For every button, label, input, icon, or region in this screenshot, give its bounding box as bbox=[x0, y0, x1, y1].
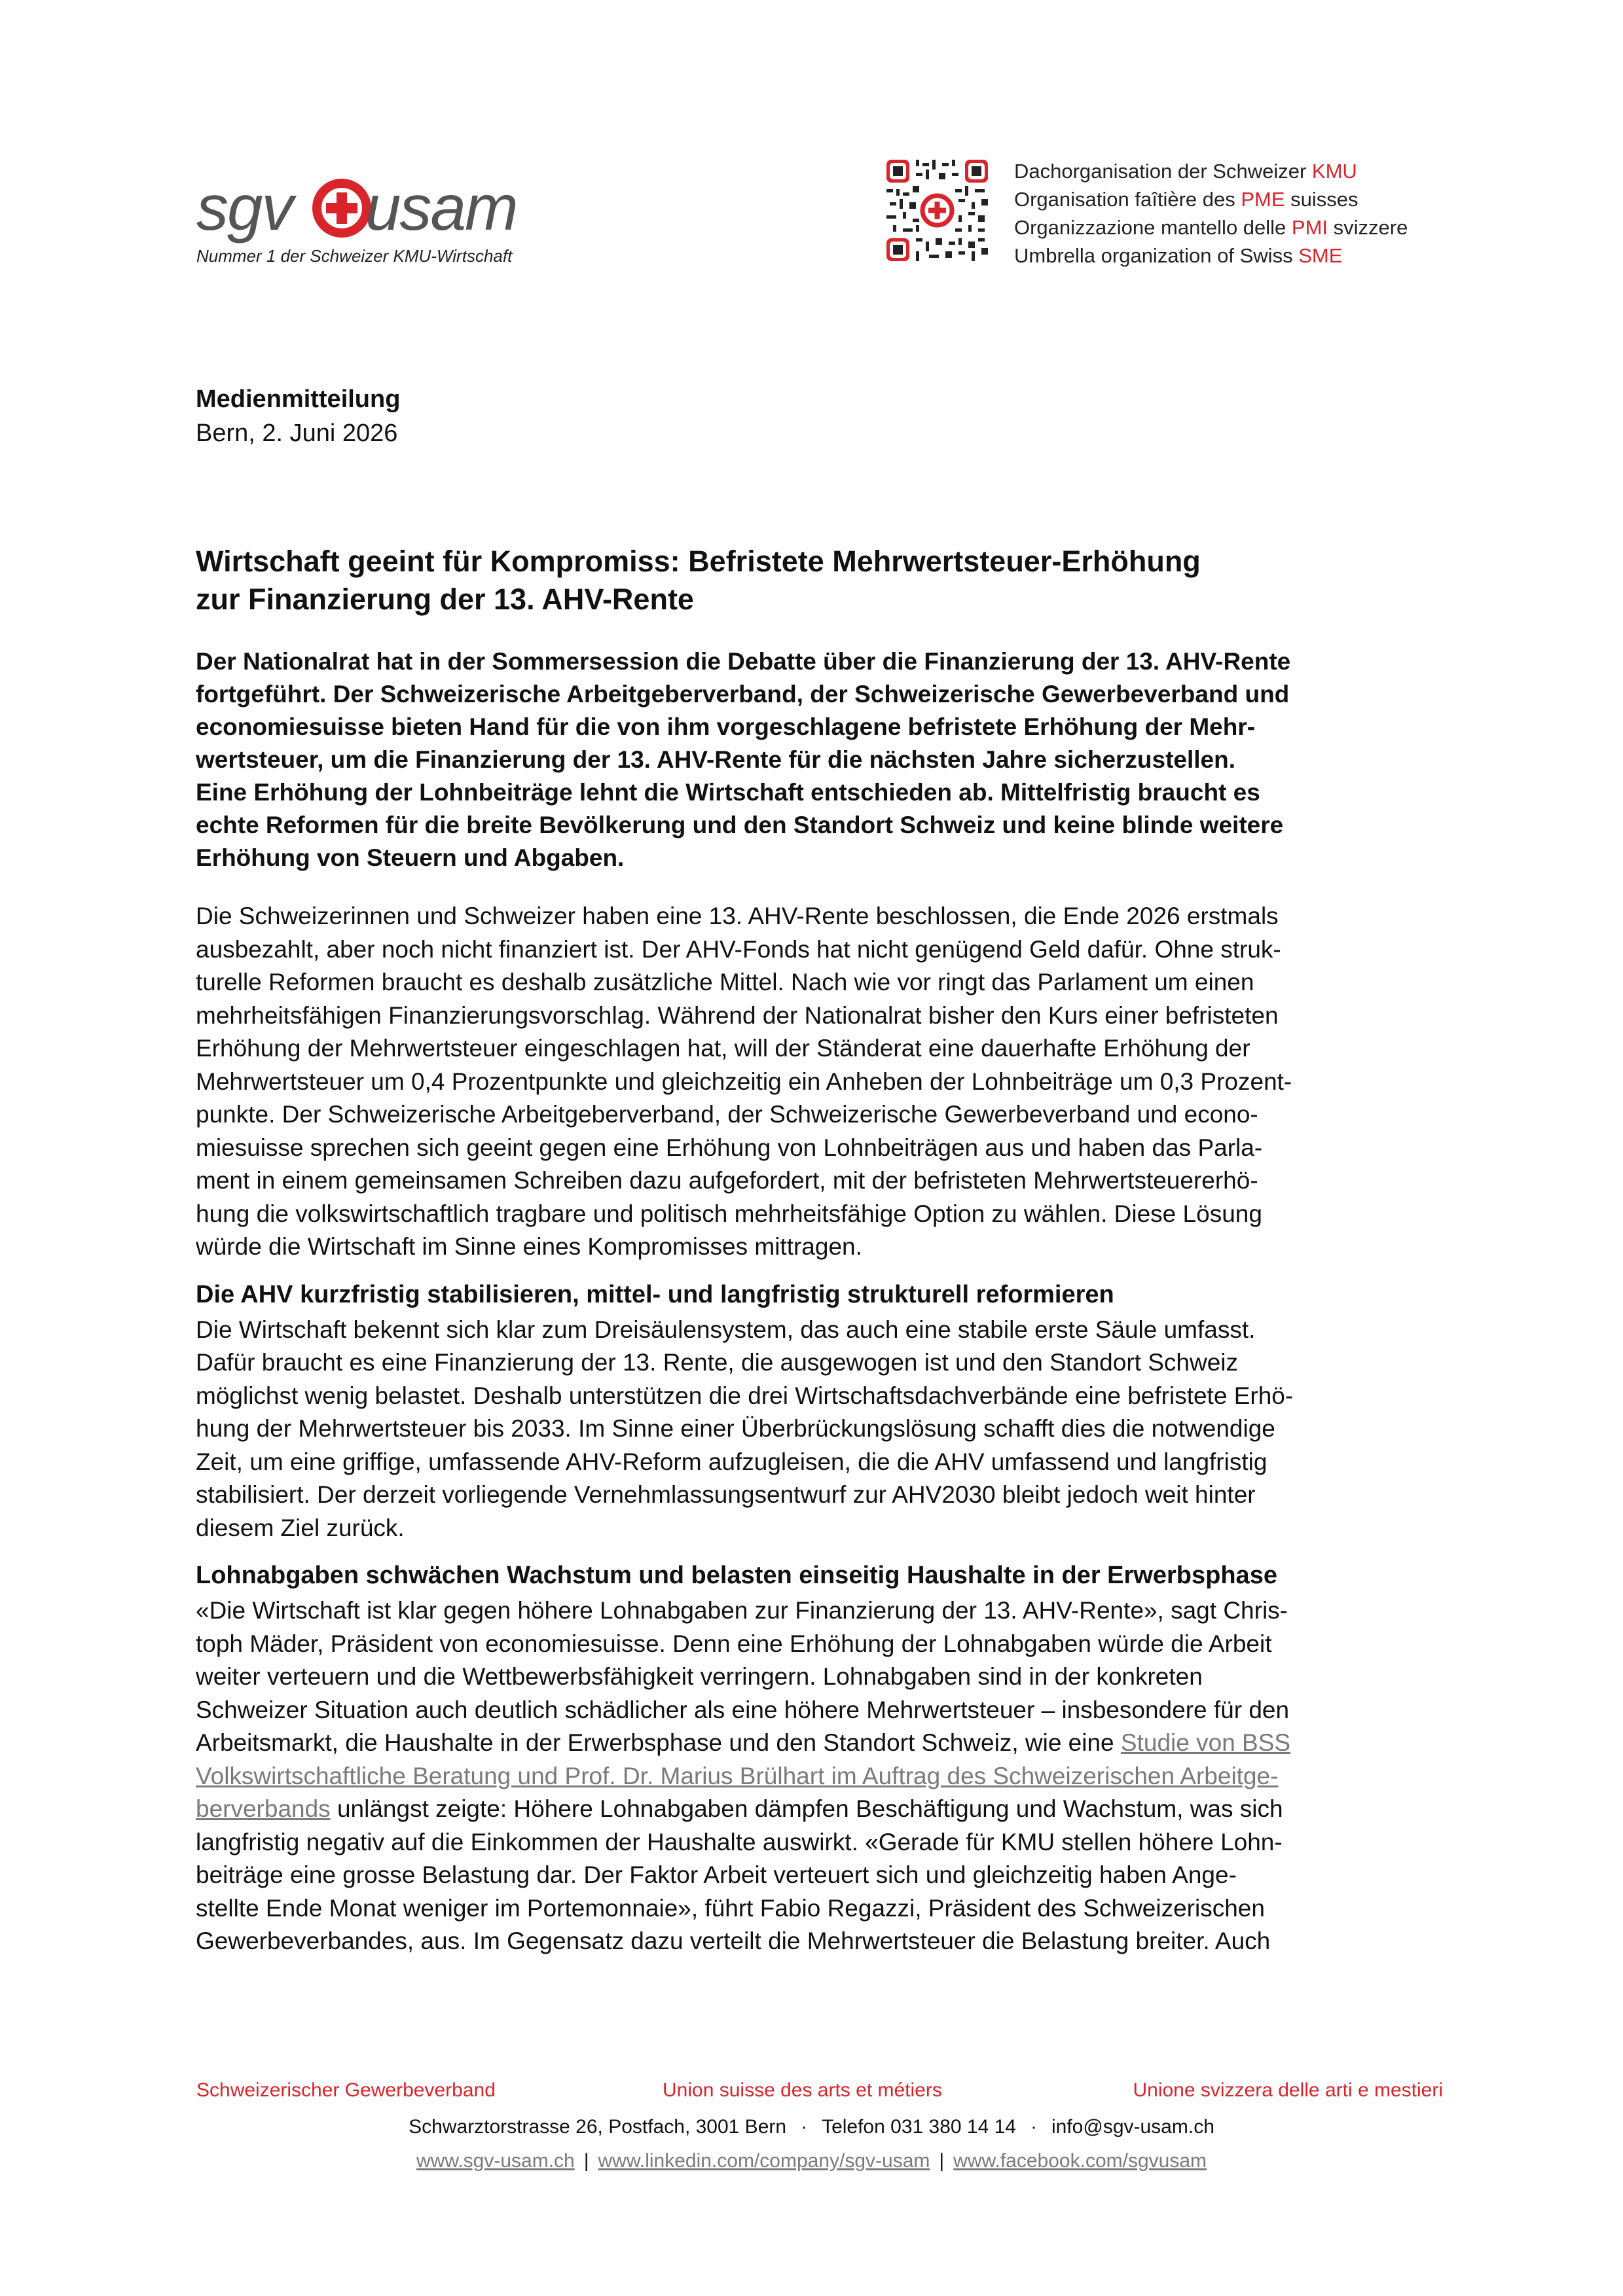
footer-link-facebook[interactable]: www.facebook.com/sgvusam bbox=[953, 2150, 1207, 2172]
study-link-end[interactable]: berverbands bbox=[196, 1795, 331, 1822]
footer-phone: Telefon 031 380 14 14 bbox=[822, 2116, 1016, 2138]
footer-org-de: Schweizerischer Gewerbeverband bbox=[196, 2079, 496, 2101]
logo-tagline: Nummer 1 der Schweizer KMU-Wirtschaft bbox=[196, 246, 513, 266]
lead-paragraph: Der Nationalrat hat in der Sommersession die Debatte über die Finanzierung der 13. AHV-Rente fortgeführt. Der Schweizerische Arbeitgeberverband, der Schweizerische Gewerbeverband und economiesuisse bieten Hand für die von ihm vorgeschlagene befristete Erhöhung der Mehr- wertsteuer, um die Finanzierung der 13. AHV-Rente für die nächsten Jahre sicherzustellen. Eine Erhöhung der Lohnbeiträge lehnt die Wirtschaft entschieden ab. Mittelfristig braucht es echte Reformen für die breite Bevölkerung und den Standort Schweiz und keine blinde weitere Erhöhung von Steuern und Abgaben. bbox=[196, 648, 1291, 871]
study-link[interactable]: Studie von BSS bbox=[1120, 1729, 1291, 1756]
body-paragraph-3: «Die Wirtschaft ist klar gegen höhere Lohnabgaben zur Finanzierung der 13. AHV-Rente», sagt Chris- toph Mäder, Präsident von economiesuisse. Denn eine Erhöhung der Lohnabgaben würde die Arbeit weiter verteuern und die Wettbewerbsfähigkeit verringern. Lohnabgaben sind in der konkreten Schweizer Situation auch deutlich schädlicher als eine höhere Mehrwertsteuer – insbesondere für den Arbeitsmarkt, die Haushalte in der Erwerbsphase und den Standort Schweiz, wie eine Studie von BSS Volkswirtschaftliche Beratung und Prof. Dr. Marius Brülhart im Auftrag des Schweizerischen Arbeitge- berverbands unlängst zeigte: Höhere Lohnabgaben dämpfen Beschäftigung und Wachstum, was sich langfristig negativ auf die Einkommen der Haushalte auswirkt. «Gerade für KMU stellen höhere Lohn- beiträge eine grosse Belastung dar. Der Faktor Arbeit verteuert sich und gleichzeitig haben Ange- stellte Ende Monat weniger im Portemonnaie», führt Fabio Regazzi, Präsident des Schweizerischen Gewerbeverbandes, aus. Im Gegensatz dazu verteilt die Mehrwertsteuer die Belastung breiter. Auch bbox=[196, 1597, 1291, 1954]
org-line-it: Organizzazione mantello delle PMI svizzere bbox=[1014, 216, 1408, 239]
swiss-cross-e-icon bbox=[312, 178, 372, 238]
org-line-de: Dachorganisation der Schweizer KMU bbox=[1014, 160, 1357, 183]
qr-code-icon[interactable] bbox=[886, 160, 988, 261]
footer-org-it: Unione svizzera delle arti e mestieri bbox=[1133, 2079, 1443, 2101]
logo-text-usam: usam bbox=[365, 171, 517, 243]
footer-contact: Schwarztorstrasse 26, Postfach, 3001 Bern · Telefon 031 380 14 14 · info@sgv-usam.ch bbox=[409, 2116, 1214, 2138]
study-link-continued[interactable]: Volkswirtschaftliche Beratung und Prof. Dr. Marius Brülhart im Auftrag des Schweizerischen Arbeitge- bbox=[196, 1762, 1279, 1789]
footer-links: www.sgv-usam.ch | www.linkedin.com/company/sgv-usam | www.facebook.com/sgvusam bbox=[416, 2150, 1207, 2172]
press-release-body bbox=[196, 382, 1440, 1958]
footer-org-fr: Union suisse des arts et métiers bbox=[663, 2079, 942, 2101]
org-line-fr: Organisation faîtière des PME suisses bbox=[1014, 188, 1359, 211]
footer-email[interactable]: info@sgv-usam.ch bbox=[1051, 2116, 1214, 2138]
footer-link-website[interactable]: www.sgv-usam.ch bbox=[416, 2150, 575, 2172]
organization-description bbox=[1014, 157, 1408, 270]
section-heading-ahv-reform: Die AHV kurzfristig stabilisieren, mittel- und langfristig strukturell reformieren bbox=[196, 1280, 1114, 1308]
document-date: Bern, 2. Juni 2026 bbox=[196, 420, 398, 447]
body-paragraph-2: Die Wirtschaft bekennt sich klar zum Dreisäulensystem, das auch eine stabile erste Säule umfasst. Dafür braucht es eine Finanzierung der 13. Rente, die ausgewogen ist und den Standort Schweiz möglichst wenig belastet. Deshalb unterstützen die drei Wirtschaftsdachverbände eine befristete Erhö- hung der Mehrwertsteuer bis 2033. Im Sinne einer Überbrückungslösung schafft dies die notwendige Zeit, um eine griffige, umfassende AHV-Reform aufzugleisen, die die AHV umfassend und langfristig stabilisiert. Der derzeit vorliegende Vernehmlassungsentwurf zur AHV2030 bleibt jedoch weit hinter diesem Ziel zurück. bbox=[196, 1316, 1294, 1541]
footer-link-linkedin[interactable]: www.linkedin.com/company/sgv-usam bbox=[598, 2150, 930, 2172]
footer-address: Schwarztorstrasse 26, Postfach, 3001 Bern bbox=[409, 2116, 787, 2138]
page-title: Wirtschaft geeint für Kompromiss: Befristete Mehrwertsteuer-Erhöhung zur Finanzierung der 13. AHV-Rente bbox=[196, 545, 1201, 616]
footer-organization-names bbox=[196, 2079, 1443, 2106]
logo-text-sgv: sgv bbox=[196, 171, 293, 243]
body-paragraph-1: Die Schweizerinnen und Schweizer haben eine 13. AHV-Rente beschlossen, die Ende 2026 erstmals ausbezahlt, aber noch nicht finanziert ist. Der AHV-Fonds hat nicht genügend Geld dafür. Ohne struk- turelle Reformen braucht es deshalb zusätzliche Mittel. Nach wie vor ringt das Parlament um einen mehrheitsfähigen Finanzierungsvorschlag. Während der Nationalrat bisher den Kurs einer befristeten Erhöhung der Mehrwertsteuer eingeschlagen hat, will der Ständerat eine dauerhafte Erhöhung der Mehrwertsteuer um 0,4 Prozentpunkte und gleichzeitig ein Anheben der Lohnbeiträge um 0,3 Prozent- punkte. Der Schweizerische Arbeitgeberverband, der Schweizerische Gewerbeverband und econo- miesuisse sprechen sich geeint gegen eine Erhöhung von Lohnbeiträgen aus und haben das Parla- ment in einem gemeinsamen Schreiben dazu aufgefordert, mit der befristeten Mehrwertsteuererhö- hung die volkswirtschaftlich tragbare und politisch mehrheitsfähige Option zu wählen. Diese Lösung würde die Wirtschaft im Sinne eines Kompromisses mittragen. bbox=[196, 903, 1292, 1260]
document-type-label: Medienmitteilung bbox=[196, 386, 401, 413]
section-heading-lohnabgaben: Lohnabgaben schwächen Wachstum und belasten einseitig Haushalte in der Erwerbsphase bbox=[196, 1562, 1277, 1589]
org-line-en: Umbrella organization of Swiss SME bbox=[1014, 244, 1343, 267]
